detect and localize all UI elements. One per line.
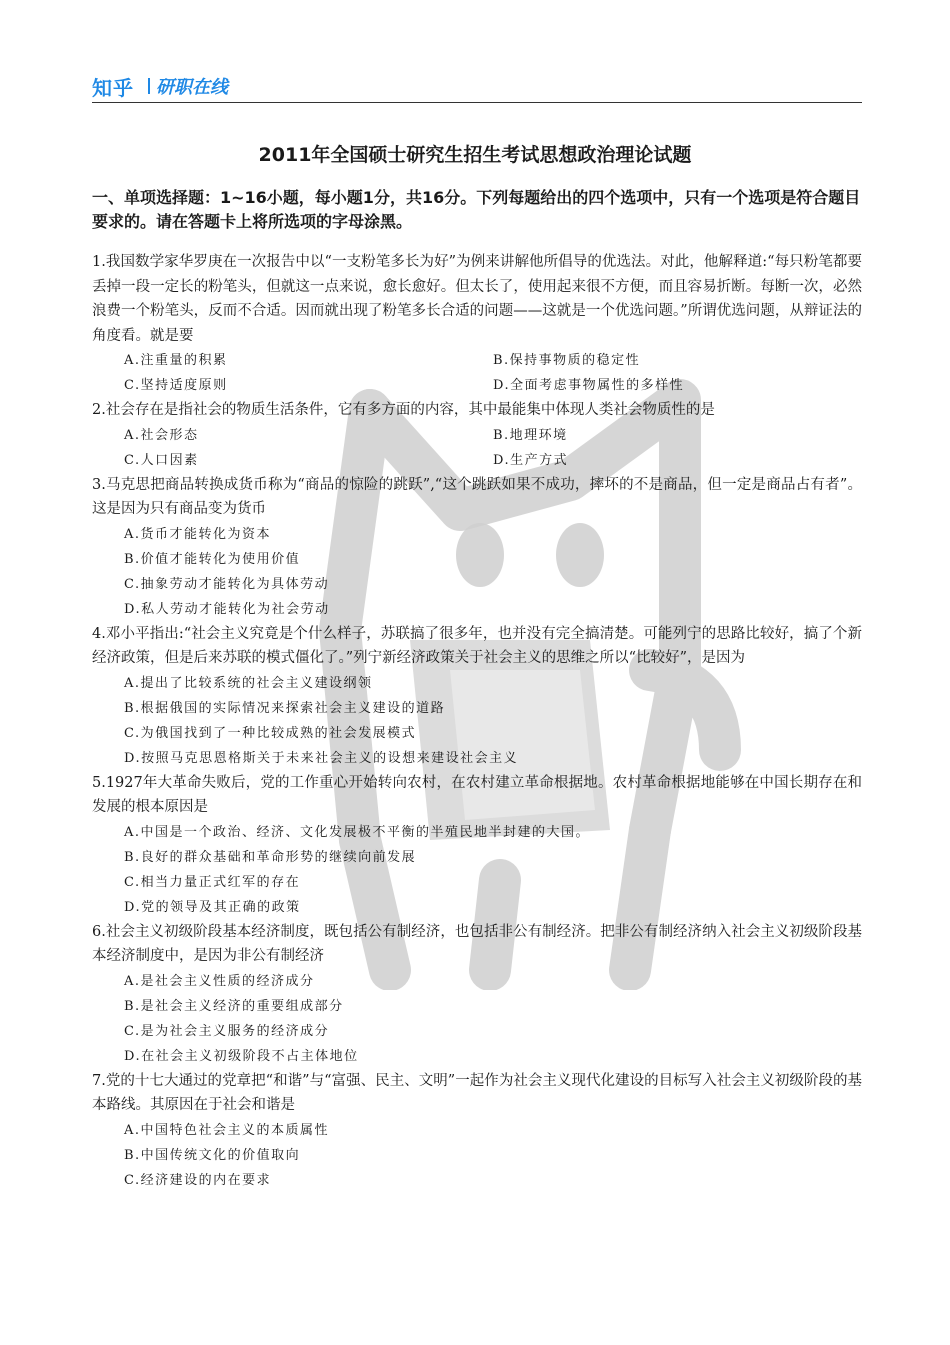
option-a: A.中国是一个政治、经济、文化发展极不平衡的半殖民地半封建的大国。 — [124, 824, 591, 840]
option-d: D.按照马克思恩格斯关于未来社会主义的设想来建设社会主义 — [124, 750, 519, 766]
brand-logo: 研职在线 — [156, 77, 228, 98]
option-c: C.为俄国找到了一种比较成熟的社会发展模式 — [124, 725, 417, 741]
option-b: B.是社会主义经济的重要组成部分 — [124, 998, 344, 1014]
option-b: B.地理环境 — [493, 427, 568, 443]
option-b: B.良好的群众基础和革命形势的继续向前发展 — [124, 849, 417, 865]
option-c: C.相当力量正式红军的存在 — [124, 874, 301, 890]
option-b: B.价值才能转化为使用价值 — [124, 551, 301, 567]
section-heading: 一、单项选择题：1~16小题，每小题1分，共16分。下列每题给出的四个选项中，只有一个选项是符合题目要求的。请在答题卡上将所选项的字母涂黑。 — [92, 188, 861, 231]
question-item — [92, 622, 862, 771]
option-a: A.社会形态 — [124, 427, 199, 443]
option-d: D.全面考虑事物属性的多样性 — [493, 378, 685, 393]
question-stem: 3.马克思把商品转换成货币称为“商品的惊险的跳跃”,“这个跳跃如果不成功，摔坏的不是商品，但一定是商品占有者”。这是因为只有商品变为货币 — [92, 476, 862, 517]
question-stem: 4.邓小平指出:“社会主义究竟是个什么样子，苏联搞了很多年，也并没有完全搞清楚。可能列宁的思路比较好，搞了个新经济政策，但是后来苏联的模式僵化了。”列宁新经济政策关于社会主义的思维之所以“比较好”，是因为 — [92, 625, 862, 666]
option-b: B.根据俄国的实际情况来探索社会主义建设的道路 — [124, 700, 446, 716]
option-list — [92, 820, 862, 920]
option-list — [92, 522, 862, 622]
option-c: C.是为社会主义服务的经济成分 — [124, 1023, 330, 1039]
option-a: A.注重量的积累 — [124, 353, 228, 368]
option-c: C.经济建设的内在要求 — [124, 1172, 272, 1188]
option-b: B.保持事物质的稳定性 — [493, 353, 641, 368]
option-list — [92, 423, 862, 473]
option-a: A.提出了比较系统的社会主义建设纲领 — [124, 675, 373, 691]
option-list — [92, 1118, 862, 1193]
option-c: C.人口因素 — [124, 452, 199, 468]
option-d: D.生产方式 — [493, 452, 569, 468]
option-list — [92, 671, 862, 771]
question-stem: 7.党的十七大通过的党章把“和谐”与“富强、民主、文明”一起作为社会主义现代化建设的目标写入社会主义初级阶段的基本路线。其原因在于社会和谐是 — [92, 1072, 862, 1113]
option-b: B.中国传统文化的价值取向 — [124, 1147, 301, 1163]
question-stem: 6.社会主义初级阶段基本经济制度，既包括公有制经济，也包括非公有制经济。把非公有制经济纳入社会主义初级阶段基本经济制度中，是因为非公有制经济 — [92, 923, 862, 964]
option-list — [92, 348, 862, 398]
option-c: C.抽象劳动才能转化为具体劳动 — [124, 576, 330, 592]
question-list — [92, 250, 862, 1193]
question-item — [92, 1069, 862, 1193]
question-item — [92, 250, 862, 398]
question-item — [92, 920, 862, 1069]
option-d: D.在社会主义初级阶段不占主体地位 — [124, 1048, 359, 1064]
zhihu-logo: 知乎 — [92, 76, 134, 100]
logo-divider — [148, 78, 150, 94]
page-header — [92, 68, 862, 103]
option-list — [92, 969, 862, 1069]
page-title: 2011年全国硕士研究生招生考试思想政治理论试题 — [258, 144, 692, 166]
option-a: A.中国特色社会主义的本质属性 — [124, 1122, 330, 1138]
option-d: D.党的领导及其正确的政策 — [124, 899, 301, 915]
question-item — [92, 473, 862, 622]
question-stem: 2.社会存在是指社会的物质生活条件，它有多方面的内容，其中最能集中体现人类社会物质性的是 — [92, 402, 715, 418]
option-d: D.私人劳动才能转化为社会劳动 — [124, 601, 330, 617]
question-item — [92, 398, 862, 473]
question-stem: 1.我国数学家华罗庚在一次报告中以“一支粉笔多长为好”为例来讲解他所倡导的优选法。对此，他解释道:“每只粉笔都要丢掉一段一定长的粉笔头，但就这一点来说，愈长愈好。但太长了，使用起来很不方便，而且容易折断。每断一次，必然浪费一个粉笔头，反而不合适。因而就出现了粉笔多长合适的问题——这就是一个优选问题。”所谓优选问题，从辩证法的角度看。就是要 — [92, 254, 862, 344]
question-item — [92, 771, 862, 920]
option-c: C.坚持适度原则 — [124, 378, 228, 393]
option-a: A.货币才能转化为资本 — [124, 526, 272, 542]
option-a: A.是社会主义性质的经济成分 — [124, 973, 315, 989]
question-stem: 5.1927年大革命失败后，党的工作重心开始转向农村，在农村建立革命根据地。农村革命根据地能够在中国长期存在和发展的根本原因是 — [92, 774, 862, 815]
